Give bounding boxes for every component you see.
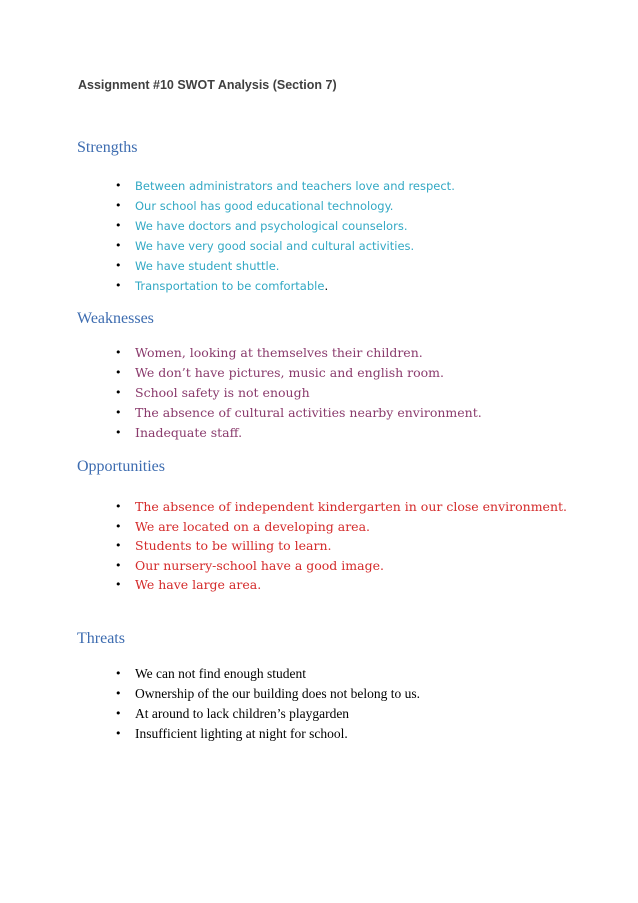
strengths-list <box>115 176 455 296</box>
list-item-text: School safety is not enough <box>135 385 310 400</box>
list-item <box>115 575 515 595</box>
list-item-text: Between administrators and teachers love and respect. <box>135 179 455 193</box>
list-item-text: We have student shuttle. <box>135 259 280 273</box>
bullet-icon: • <box>115 727 122 740</box>
bullet-icon: • <box>115 259 122 272</box>
list-item-text: Students to be willing to learn. <box>135 538 332 553</box>
list-item <box>115 343 482 363</box>
bullet-icon: • <box>115 707 122 720</box>
list-item <box>115 536 515 556</box>
list-item <box>115 216 455 236</box>
bullet-icon: • <box>115 406 122 419</box>
list-item-text: The absence of cultural activities nearby environment. <box>135 405 482 420</box>
opportunities-heading: Opportunities <box>77 458 165 475</box>
list-item-text: We have doctors and psychological counselors. <box>135 219 408 233</box>
bullet-icon: • <box>115 539 122 552</box>
list-item-text: Our school has good educational technology. <box>135 199 394 213</box>
strengths-heading: Strengths <box>77 139 138 156</box>
list-item-text: Insufficient lighting at night for school. <box>135 726 348 741</box>
weaknesses-list <box>115 343 482 443</box>
list-item-text: At around to lack children’s playgarden <box>135 706 350 721</box>
bullet-icon: • <box>115 239 122 252</box>
list-item <box>115 684 420 704</box>
weaknesses-heading: Weaknesses <box>77 310 154 327</box>
bullet-icon: • <box>115 199 122 212</box>
list-item <box>115 724 420 744</box>
list-item <box>115 704 420 724</box>
list-item-text: We have large area. <box>135 577 262 592</box>
list-item <box>115 403 482 423</box>
bullet-icon: • <box>115 366 122 379</box>
list-item-text: We are located on a developing area. <box>135 518 371 534</box>
list-item <box>115 196 455 216</box>
list-item <box>115 423 482 443</box>
list-item <box>115 176 455 196</box>
list-item <box>115 276 455 296</box>
bullet-icon: • <box>115 386 122 399</box>
list-item-text: We have very good social and cultural activities. <box>135 239 415 253</box>
list-item <box>115 363 482 383</box>
bullet-icon: • <box>115 426 122 439</box>
opportunities-list <box>115 497 568 595</box>
bullet-icon: • <box>115 667 122 680</box>
bullet-icon: • <box>115 179 122 192</box>
bullet-icon: • <box>115 687 122 700</box>
bullet-icon: • <box>115 578 122 591</box>
list-item-text: We can not find enough student <box>135 666 306 681</box>
bullet-icon: • <box>115 558 122 572</box>
list-item-text: Ownership of the our building does not belong to us. <box>135 686 420 701</box>
list-item <box>115 517 515 537</box>
threats-heading: Threats <box>77 630 125 647</box>
list-item <box>115 236 455 256</box>
bullet-icon: • <box>115 279 122 292</box>
list-item <box>115 383 482 403</box>
bullet-icon: • <box>115 500 122 513</box>
list-item-text: Our nursery-school have a good image. <box>135 557 384 573</box>
bullet-icon: • <box>115 219 122 232</box>
list-item <box>115 664 420 684</box>
list-item <box>115 556 515 576</box>
bullet-icon: • <box>115 519 122 533</box>
bullet-icon: • <box>115 346 122 359</box>
list-item-text: Transportation to be comfortable <box>135 279 325 293</box>
list-item-text: Women, looking at themselves their children. <box>135 345 423 360</box>
list-item-text: We don’t have pictures, music and english room. <box>135 365 444 380</box>
list-item <box>115 256 455 276</box>
list-item-text: Inadequate staff. <box>135 425 243 440</box>
threats-list <box>115 664 420 744</box>
document-title: Assignment #10 SWOT Analysis (Section 7) <box>78 78 337 92</box>
trailing-period: . <box>324 279 329 293</box>
list-item <box>115 497 568 517</box>
list-item-text: The absence of independent kindergarten in our close environment. <box>135 499 568 514</box>
